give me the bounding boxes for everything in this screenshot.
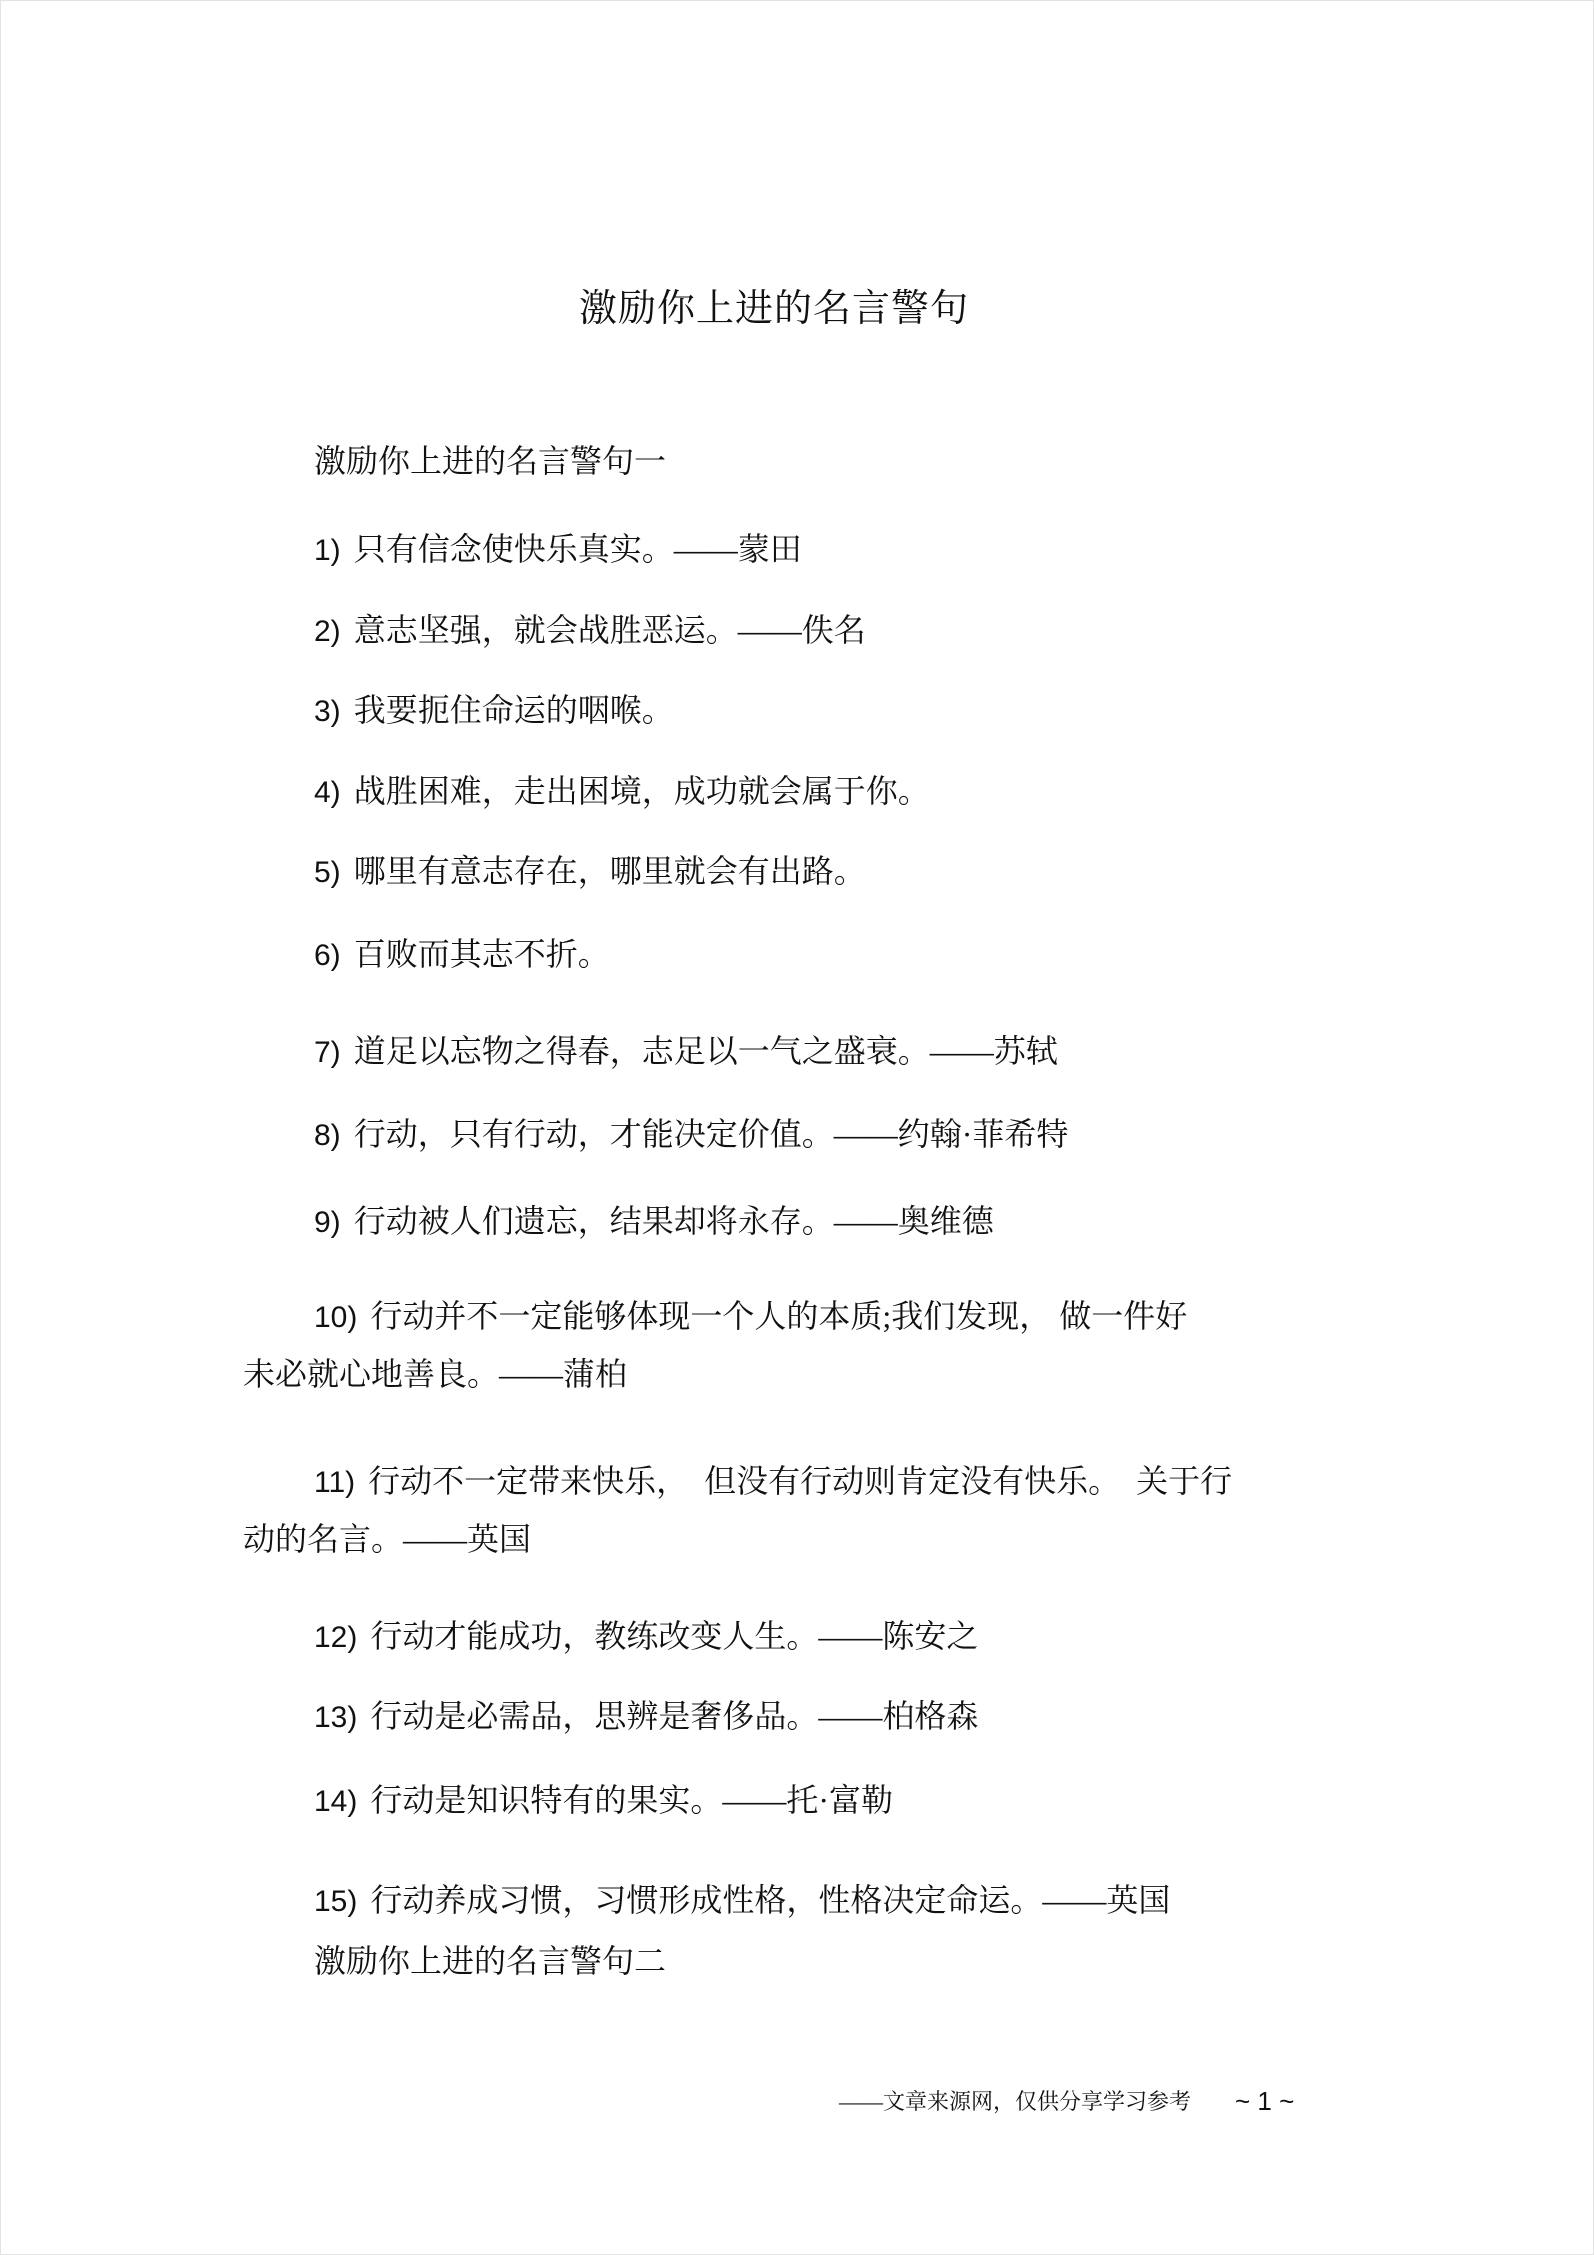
section1-heading: 激励你上进的名言警句一 (314, 443, 667, 479)
quote-item-10 (243, 1288, 1187, 1403)
section2-heading: 激励你上进的名言警句二 (314, 1943, 667, 1979)
quote-item-9 (314, 1193, 994, 1251)
quote-text: 行动才能成功，教练改变人生。——陈安之 (370, 1618, 979, 1654)
quote-text-continuation: 未必就心地善良。——蒲柏 (243, 1356, 628, 1392)
item-number: 7) (314, 1036, 341, 1069)
item-number: 12) (314, 1621, 358, 1654)
quote-text: 我要扼住命运的咽喉。 (353, 692, 674, 728)
item-number: 2) (314, 615, 341, 648)
quote-text: 行动被人们遗忘，结果却将永存。——奥维德 (353, 1203, 994, 1239)
quote-item-13 (314, 1688, 978, 1746)
item-number: 3) (314, 695, 341, 728)
item-number: 8) (314, 1119, 341, 1152)
quote-item-3 (314, 682, 674, 740)
item-number: 14) (314, 1785, 358, 1818)
quote-item-6 (314, 926, 610, 984)
item-number: 13) (314, 1701, 358, 1734)
item-number: 4) (314, 776, 341, 809)
item-number: 10) (314, 1301, 358, 1334)
quote-text-continuation: 动的名言。——英国 (243, 1521, 532, 1557)
item-number: 15) (314, 1885, 358, 1918)
footer-source-note: ——文章来源网，仅供分享学习参考 (839, 2089, 1192, 2114)
quote-text: 行动是必需品，思辨是奢侈品。——柏格森 (370, 1698, 979, 1734)
quote-item-5 (314, 843, 866, 901)
item-number: 6) (314, 939, 341, 972)
quote-item-2 (314, 602, 866, 660)
quote-item-12 (314, 1608, 978, 1666)
quote-item-11 (243, 1453, 1232, 1568)
quote-text: 只有信念使快乐真实。——蒙田 (353, 531, 802, 567)
quote-text: 行动养成习惯，习惯形成性格，性格决定命运。——英国 (370, 1882, 1171, 1918)
quote-item-1 (314, 521, 802, 579)
quote-text: 行动不一定带来快乐， 但没有行动则肯定没有快乐。 关于行 (368, 1463, 1233, 1499)
quote-item-8 (314, 1106, 1068, 1164)
quote-item-4 (314, 763, 930, 821)
item-number: 1) (314, 534, 341, 567)
item-number: 11) (314, 1466, 356, 1499)
item-number: 9) (314, 1206, 341, 1239)
footer-page-number: ~ 1 ~ (1235, 2086, 1295, 2116)
quote-text: 道足以忘物之得春，志足以一气之盛衰。——苏轼 (353, 1033, 1058, 1069)
quote-text: 行动，只有行动，才能决定价值。——约翰·菲希特 (353, 1116, 1069, 1152)
quote-text: 哪里有意志存在，哪里就会有出路。 (353, 853, 866, 889)
quote-item-14 (314, 1772, 893, 1830)
quote-text: 行动是知识特有的果实。——托·富勒 (370, 1782, 894, 1818)
quote-text: 战胜困难，走出困境，成功就会属于你。 (353, 773, 930, 809)
quote-text: 行动并不一定能够体现一个人的本质;我们发现， 做一件好 (370, 1298, 1188, 1334)
quote-text: 意志坚强，就会战胜恶运。——佚名 (353, 612, 866, 648)
quote-item-15 (314, 1872, 1170, 1930)
quote-item-7 (314, 1023, 1058, 1081)
item-number: 5) (314, 856, 341, 889)
quote-text: 百败而其志不折。 (353, 936, 610, 972)
page-title: 激励你上进的名言警句 (579, 288, 970, 330)
